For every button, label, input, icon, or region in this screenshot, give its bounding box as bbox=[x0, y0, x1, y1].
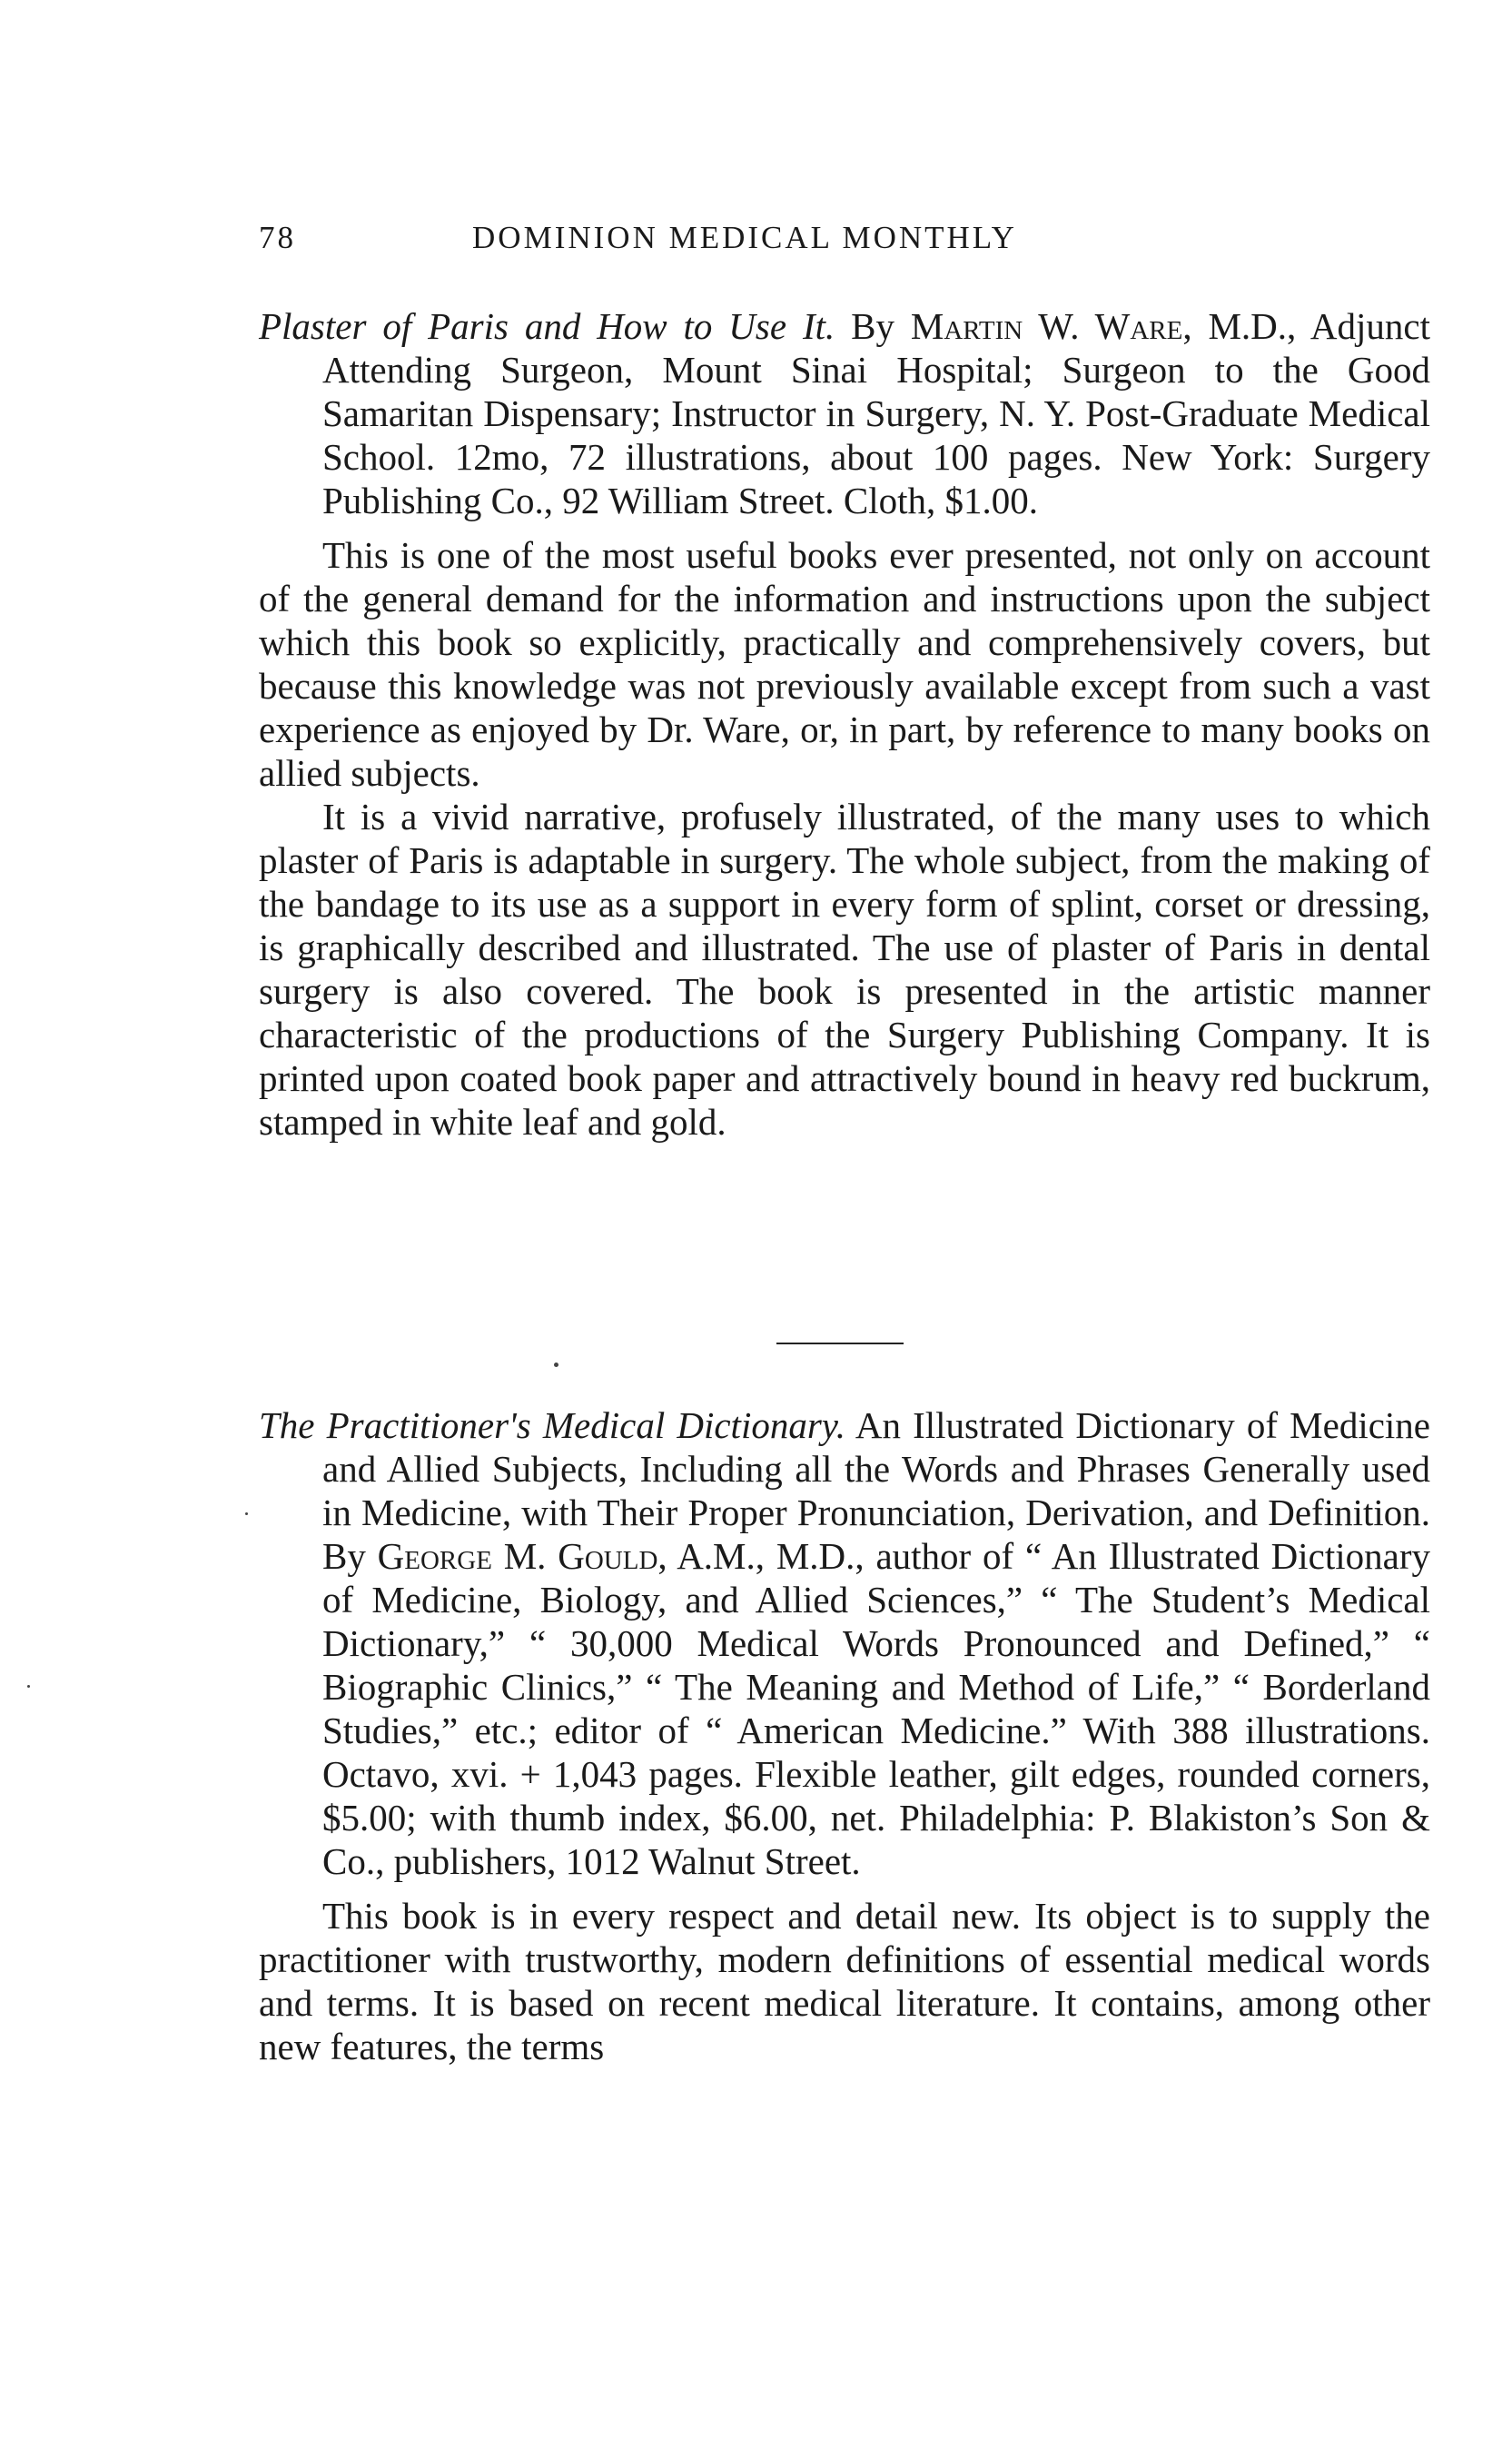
citation-details: A.M., M.D., author of “ An Illustrated Dictionary of Medicine, Biology, and Allied Sciences,” “ The Student’s Medical Dictionary,” “ 30,000 Medical Words Pronounced and Defined,” “ Biographic Clinics,” “ The Meaning and Method of Life,” “ Borderland Studies,” etc.; editor of “ American Medicine.” With 388 illustrations. Octavo, xvi. + 1,043 pages. Flexible leather, gilt edges, rounded corners, $5.00; with thumb index, $6.00, net. Philadelphia: P. Blakiston’s Son & Co., publishers, 1012 Walnut Street. bbox=[322, 1535, 1430, 1882]
book-citation bbox=[259, 1403, 1430, 1883]
section-divider bbox=[776, 1343, 904, 1344]
page-number: 78 bbox=[259, 220, 296, 255]
review-entry-plaster-of-paris bbox=[259, 304, 1430, 1144]
print-speck bbox=[27, 1685, 30, 1688]
citation-details: M.D., Adjunct Attending Surgeon, Mount Sinai Hospital; Surgeon to the Good Samaritan Dispensary; Instructor in Surgery, N. Y. Post-Graduate Medical School. 12mo, 72 illustrations, about 100 pages. New York: Surgery Publishing Co., 92 William Street. Cloth, $1.00. bbox=[322, 305, 1430, 521]
author-name: Martin W. Ware, bbox=[910, 305, 1192, 347]
review-paragraph: This is one of the most useful books ever presented, not only on account of the general demand for the information and instructions upon the subject which this book so explicitly, practically and comprehensively covers, but because this knowledge was not previously available except from such a vast experience as enjoyed by Dr. Ware, or, in part, by reference to many books on allied subjects. bbox=[259, 534, 1430, 794]
book-title: The Practitioner's Medical Dictionary. bbox=[259, 1404, 845, 1446]
book-citation bbox=[259, 304, 1430, 522]
print-speck bbox=[554, 1363, 558, 1367]
journal-title: DOMINION MEDICAL MONTHLY bbox=[472, 220, 1017, 255]
review-paragraph: It is a vivid narrative, profusely illustrated, of the many uses to which plaster of Paris is adaptable in surgery. The whole subject, from the making of the bandage to its use as a support in every form of splint, corset or dressing, is graphically described and illustrated. The use of plaster of Paris in dental surgery is also covered. The book is presented in the artistic manner characteristic of the productions of the Surgery Publishing Company. It is printed upon coated book paper and attractively bound in heavy red buckrum, stamped in white leaf and gold. bbox=[259, 796, 1430, 1143]
review-paragraph: This book is in every respect and detail new. Its object is to supply the practitioner with trustworthy, modern definitions of essential medical words and terms. It is based on recent medical literature. It contains, among other new features, the terms bbox=[259, 1895, 1430, 2067]
citation-details: An Illustrated Dictionary of Medicine and Allied Subjects, Including all the Words and Phrases Generally used in Medicine, with Their Proper Pronunciation, Derivation, and Definition. By bbox=[322, 1404, 1431, 1577]
running-head bbox=[259, 220, 1176, 265]
citation-by: By bbox=[835, 305, 911, 347]
book-title: Plaster of Paris and How to Use It. bbox=[259, 305, 835, 347]
print-speck bbox=[245, 1512, 248, 1515]
author-name: George M. Gould, bbox=[377, 1535, 667, 1577]
review-entry-medical-dictionary bbox=[259, 1403, 1430, 2068]
